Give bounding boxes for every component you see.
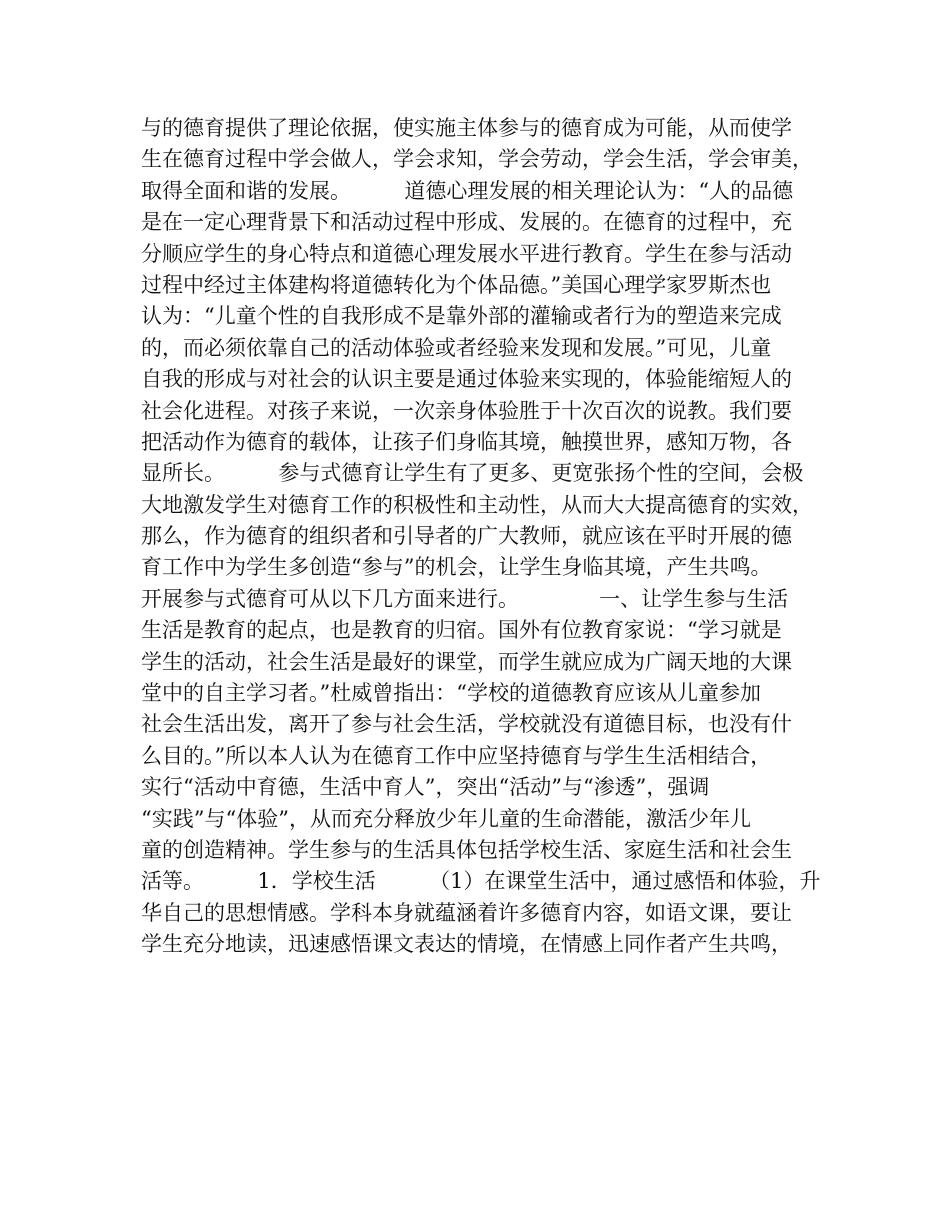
text-line: 显所长。 参与式德育让学生有了更多、更宽张扬个性的空间，会极: [141, 461, 804, 486]
text-line: 那么，作为德育的组织者和引导者的广大教师，就应该在平时开展的德: [141, 524, 792, 549]
text-line: “实践”与“体验”，从而充分释放少年儿童的生命潜能，激活少年儿: [141, 806, 751, 831]
text-line: 过程中经过主体建构将道德转化为个体品德。”美国心理学家罗斯杰也: [141, 272, 772, 297]
text-line: 把活动作为德育的载体，让孩子们身临其境，触摸世界，感知万物，各: [141, 429, 792, 454]
text-line: 堂中的自主学习者。”杜威曾指出：“学校的道德教育应该从儿童参加: [141, 681, 761, 706]
text-line: 自我的形成与对社会的认识主要是通过体验来实现的，体验能缩短人的: [141, 367, 792, 392]
body-text: [141, 113, 821, 961]
text-line: 童的创造精神。学生参与的生活具体包括学校生活、家庭生活和社会生: [141, 837, 792, 862]
text-line: 学生的活动，社会生活是最好的课堂，而学生就应成为广阔天地的大课: [141, 649, 792, 674]
text-line: 生在德育过程中学会做人，学会求知，学会劳动，学会生活，学会审美，: [141, 147, 813, 172]
text-line: 是在一定心理背景下和活动过程中形成、发展的。在德育的过程中，充: [141, 210, 792, 235]
text-line: 认为：“儿童个性的自我形成不是靠外部的灌输或者行为的塑造来完成: [141, 304, 782, 329]
text-line: 开展参与式德育可从以下几方面来进行。 一、让学生参与生活: [141, 586, 789, 611]
text-line: 取得全面和谐的发展。 道德心理发展的相关理论认为：“人的品德: [141, 178, 794, 203]
text-line: 实行“活动中育德，生活中育人”，突出“活动”与“渗透”，强调: [141, 775, 710, 800]
text-line: 活等。 1．学校生活 （1）在课堂生活中，通过感悟和体验，升: [141, 869, 821, 894]
text-line: 社会生活出发，离开了参与社会生活，学校就没有道德目标，也没有什: [141, 712, 792, 737]
text-line: 华自己的思想情感。学科本身就蕴涵着许多德育内容，如语文课，要让: [141, 900, 792, 925]
text-line: 的，而必须依靠自己的活动体验或者经验来发现和发展。”可见，儿童: [141, 335, 772, 360]
text-line: 分顺应学生的身心特点和道德心理发展水平进行教育。学生在参与活动: [141, 241, 792, 266]
text-line: 么目的。”所以本人认为在德育工作中应坚持德育与学生生活相结合，: [141, 743, 772, 768]
text-line: 学生充分地读，迅速感悟课文表达的情境，在情感上同作者产生共鸣，: [141, 932, 792, 957]
text-line: 社会化进程。对孩子来说，一次亲身体验胜于十次百次的说教。我们要: [141, 398, 792, 423]
text-line: 与的德育提供了理论依据，使实施主体参与的德育成为可能，从而使学: [141, 116, 792, 140]
text-line: 大地激发学生对德育工作的积极性和主动性，从而大大提高德育的实效，: [141, 492, 813, 517]
text-line: 育工作中为学生多创造“参与”的机会，让学生身临其境，产生共鸣。: [141, 555, 772, 580]
text-line: 生活是教育的起点，也是教育的归宿。国外有位教育家说：“学习就是: [141, 618, 782, 643]
